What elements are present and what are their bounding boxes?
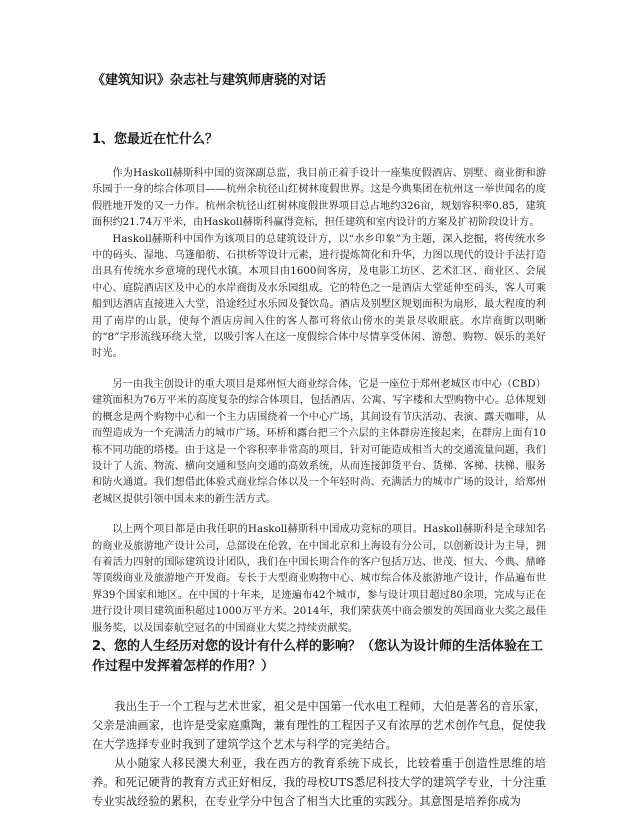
paragraph: 作为Haskoll赫斯科中国的资深副总监，我目前正着手设计一座集度假酒店、别墅、商业街和游乐园于一身的综合体项目——杭州余杭径山红树林度假世界。这是今典集团在杭州这一举世闻名的度假胜地开发的又一力作。杭州余杭径山红树林度假世界项目总占地约326亩，规划容积率0.85，建筑面积约21.74万平米，由Haskoll赫斯科赢得竞标，担任建筑和室内设计的方案及扩初阶段设计方。 [92, 168, 546, 229]
paragraph: 从小随家人移民澳大利亚，我在西方的教育系统下成长，比较着重于创造性思维的培养。和死记硬背的教育方式正好相反，我的母校UTS悉尼科技大学的建筑学专业，十分注重专业实战经验的累积，在专业学分中包含了相当大比重的实践分。其意图是培养你成为 [92, 756, 546, 808]
section-heading-2: 2、您的人生经历对您的设计有什么样的影响？（您认为设计师的生活体验在工作过程中发挥着怎样的作用？） [92, 638, 544, 674]
section-heading-1: 1、您最近在忙什么？ [92, 132, 219, 147]
paragraph: 另一由我主创设计的重大项目是郑州恒大商业综合体，它是一座位于郑州老城区市中心（CBD）建筑面积为76万平米的高度复杂的综合体项目，包括酒店、公寓、写字楼和大型购物中心。总体规划的概念是两个购物中心和一个主力店围绕着一个中心广场，其间设有节庆活动、表演、露天咖啡，从而塑造成为一个充满活力的城市广场。环桥和露台把三个六层的主体群房连接起来，在群房上面有10栋不同功能的塔楼。由于这是一个容积率非常高的项目，针对可能造成相当大的交通流量问题，我们设计了人流、物流、横向交通和竖向交通的高效系统，从而连接卸货平台、货梯、客梯、扶梯、服务和防火通道。我们想借此体验式商业综合体以及一个年轻时尚、充满活力的城市广场的设计，给郑州老城区提供引领中国未来的新生活方式。 [92, 378, 546, 505]
paragraph: 我出生于一个工程与艺术世家，祖父是中国第一代水电工程师，大伯是著名的音乐家，父亲是油画家，也许是受家庭熏陶，兼有理性的工程因子又有浓厚的艺术创作气息，促使我在大学选择专业时我到了建筑学这个艺术与科学的完美结合。 [92, 699, 546, 751]
paragraph: 以上两个项目都是由我任职的Haskoll赫斯科中国成功竞标的项目。Haskoll赫斯科是全球知名的商业及旅游地产设计公司，总部设在伦敦，在中国北京和上海设有分公司，以创新设计为主导，拥有着活力四射的国际建筑设计团队，我们在中国长期合作的客户包括万达、世茂、恒大、今典、鼎峰等顶级商业及旅游地产开发商。专长于大型商业购物中心、城市综合体及旅游地产设计，作品遍布世界39个国家和地区。在中国的十年来，足迹遍布42个城市，参与设计项目超过80余项，完成与正在进行设计项目建筑面积超过1000万平方米。2014年，我们荣获英中商会颁发的英国商业大奖之最佳服务奖，以及国泰航空冠名的中国商业大奖之持续贡献奖。 [92, 524, 546, 634]
paragraph: Haskoll赫斯科中国作为该项目的总建筑设计方，以“水乡印象”为主题，深入挖掘，将传统水乡中的码头、湿地、乌篷船舫、石拱桥等设计元素，进行提炼简化和升华，力图以现代的设计手法打造出具有传统水乡意境的现代水镇。本项目由1600间客房，及电影工坊区、艺术汇区、商业区、会展中心、庭院酒店区及中心的水岸商街及水乐园组成。它的特色之一是酒店大堂延伸至码头，客人可乘船到达酒店直接进入大堂，沿途经过水乐园及餐饮岛。酒店及别墅区规划面积为扇形，最大程度的利用了南岸的山景，使每个酒店房间入住的客人都可将依山傍水的美景尽收眼底。水岸商街以明晰的“8”字形流线环绕大堂，以吸引客人在这一度假综合体中尽情享受休闲、游憩、购物、娱乐的美好时光。 [92, 233, 546, 360]
document-title: 《建筑知识》杂志社与建筑师唐骁的对话 [92, 73, 327, 88]
